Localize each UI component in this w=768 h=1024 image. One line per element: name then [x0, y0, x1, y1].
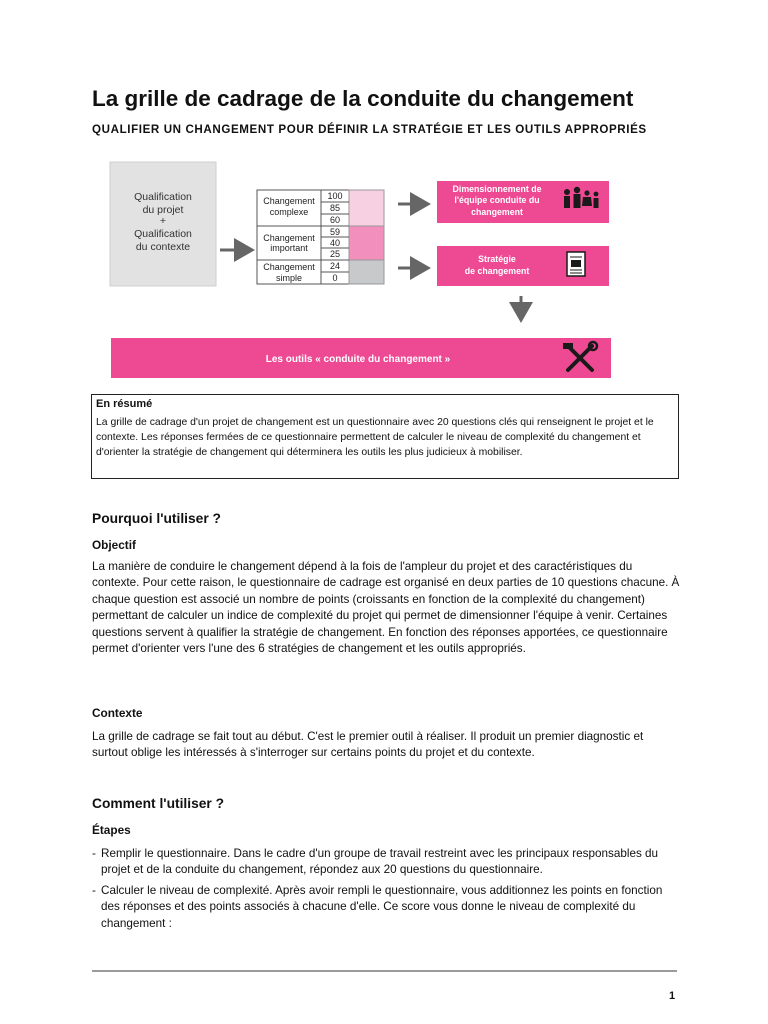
list-item: [92, 846, 682, 879]
strategy-box-line2: de changement: [464, 266, 530, 276]
strategy-document-icon: [567, 252, 585, 276]
strategy-box-line1: Stratégie: [478, 254, 516, 264]
section-heading-why: Pourquoi l'utiliser ?: [92, 511, 221, 526]
steps-list: [92, 846, 682, 936]
qualification-line4: du contexte: [135, 241, 191, 253]
level-important-label1: Changement: [263, 233, 315, 243]
level-simple-label2: simple: [275, 273, 303, 283]
hammer-head: [563, 343, 573, 349]
step-text: Calculer le niveau de complexité. Après avoir rempli le questionnaire, vous additionnez les points en fonction des réponses et des points associés à chacune d'elle. Ce score vous donne le niveau de complexité du changement :: [101, 883, 663, 930]
level-important-label2: important: [270, 243, 308, 253]
score-cell: 100: [327, 191, 343, 201]
list-bullet: -: [92, 847, 96, 860]
summary-box: [91, 394, 679, 479]
score-cell: 60: [329, 215, 341, 225]
level-complexe-color: [349, 190, 384, 226]
level-complexe-label1: Changement: [263, 196, 315, 206]
level-important-color: [349, 226, 384, 260]
score-cell: 0: [332, 273, 338, 283]
subheading-etapes: Étapes: [92, 823, 131, 837]
subheading-objectif: Objectif: [92, 538, 136, 552]
page-title: La grille de cadrage de la conduite du changement: [92, 86, 634, 111]
page-number: 1: [669, 990, 676, 1002]
footer-rule: [92, 970, 677, 972]
summary-text: La grille de cadrage d'un projet de changement est un questionnaire avec 20 questions clés qui renseignent le projet et le contexte. Les réponses fermées de ce questionnaire permettent de calculer le niveau de complexité du changement et d'orienter la stratégie de changement qui déterminera les outils les plus judicieux à mobiliser.: [96, 417, 654, 459]
team-box-line3: changement: [471, 207, 523, 217]
score-cell: 85: [329, 203, 341, 213]
score-cell: 59: [329, 227, 341, 237]
change-framework-diagram: [108, 160, 614, 382]
step-text: Remplir le questionnaire. Dans le cadre d'un groupe de travail restreint avec les principaux responsables du projet et de la conduite du changement, répondez aux 20 questions du questionnaire.: [101, 847, 659, 877]
level-simple-label1: Changement: [263, 262, 315, 272]
tools-bar-label: Les outils « conduite du changement »: [265, 354, 451, 365]
score-cell: 25: [329, 249, 341, 259]
section-heading-how: Comment l'utiliser ?: [92, 796, 225, 811]
paragraph-objectif: La manière de conduire le changement dépend à la fois de l'ampleur du projet et des caractéristiques du contexte. Pour cette raison, le questionnaire de cadrage est organisé en deux parties de 10 questions chacune. À chaque question est associé un nombre de points (croissants en fonction de la complexité du changement) permettant de calculer un indice de complexité du projet qui permet de dimensionner l'équipe à venir. Certaines questions servent à qualifier la stratégie de changement. En fonction des réponses apportées, ce questionnaire permet d'orienter vers l'une des 6 stratégies de changement et les outils appropriés.: [92, 560, 680, 656]
summary-title: En résumé: [96, 398, 153, 410]
paragraph-contexte: La grille de cadrage se fait tout au début. C'est le premier outil à réaliser. Il produit un premier diagnostic et surtout oblige les intéressés à s'interroger sur certains points du projet et du contexte.: [92, 730, 644, 760]
qualification-line1: Qualification: [134, 191, 192, 203]
score-cell: 24: [329, 261, 341, 271]
team-box-line1: Dimensionnement de: [452, 184, 542, 194]
page-subtitle: QUALIFIER UN CHANGEMENT POUR DÉFINIR LA STRATÉGIE ET LES OUTILS APPROPRIÉS: [92, 123, 647, 136]
subheading-contexte: Contexte: [92, 706, 143, 720]
score-cell: 40: [329, 238, 341, 248]
level-complexe-label2: complexe: [269, 207, 309, 217]
qualification-line2: du projet: [142, 204, 184, 216]
level-simple-color: [349, 260, 384, 284]
qualification-line3: Qualification: [134, 228, 192, 240]
team-box-line2: l'équipe conduite du: [454, 195, 540, 205]
list-item: [92, 883, 682, 932]
qualification-plus: +: [159, 215, 167, 227]
list-bullet: -: [92, 883, 96, 897]
